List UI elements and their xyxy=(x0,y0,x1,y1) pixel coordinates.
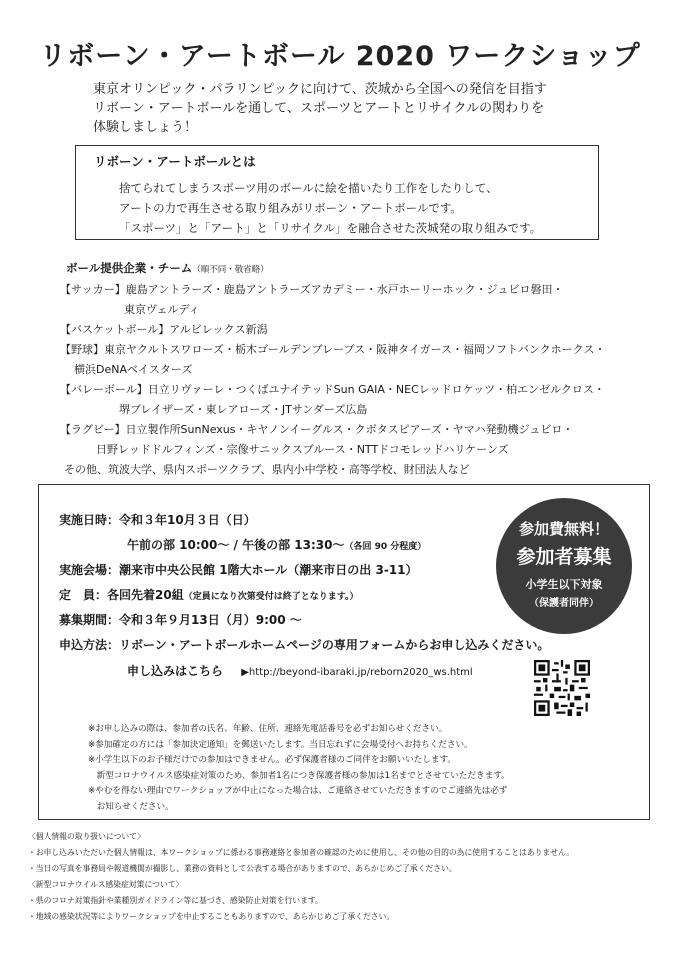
footer-line: ・地域の感染状況等によりワークショップを中止することもありますので、あらかじめご了承ください。 xyxy=(28,912,395,921)
sponsor-line: 日野レッドドルフィンズ・宗像サニックスブルース・NTTドコモレッドハリケーンズ xyxy=(96,443,509,456)
event-venue xyxy=(59,561,418,578)
sponsor-heading-note: （順不同・敬省略） xyxy=(192,265,269,275)
event-method xyxy=(59,636,549,653)
sponsor-line: 横浜DeNAベイスターズ xyxy=(74,363,193,376)
capacity-label: 定 員： xyxy=(59,588,108,602)
time-value: 午前の部 10:00〜 / 午後の部 13:30〜 xyxy=(127,538,345,552)
note-line: ※お申し込みの際は、参加者の氏名、年齢、住所、連絡先電話番号を必ずお知らせください。 xyxy=(88,724,448,734)
event-notes xyxy=(88,722,510,815)
footer-notes xyxy=(28,829,574,925)
venue-label: 実施会場： xyxy=(59,563,120,577)
footer-line: 〈個人情報の取り扱いについて〉 xyxy=(28,832,145,841)
footer-line: 〈新型コロナウイルス感染症対策について〉 xyxy=(28,880,184,889)
about-line: アートの力で再生させる取り組みがリボーン・アートボールです。 xyxy=(119,201,462,215)
venue-value: 潮来市中央公民館 1階大ホール（潮来市日の出 3-11） xyxy=(119,563,418,577)
event-time xyxy=(127,536,426,553)
capacity-value: 各回先着20組 xyxy=(107,588,184,602)
about-line: 「スポーツ」と「アート」と「リサイクル」を融合させた茨城発の取り組みです。 xyxy=(119,221,542,235)
note-line: ※小学生以下のお子様だけでの参加はできません。必ず保護者様のご同伴をお願いいたします。 xyxy=(88,755,456,765)
badge-target: 小学生以下対象 xyxy=(525,578,603,591)
method-value: リボーン・アートボールホームページの専用フォームからお申し込みください。 xyxy=(119,638,550,652)
date-label: 実施日時： xyxy=(59,513,120,527)
date-value: 令和３年10月３日（日） xyxy=(119,513,256,527)
about-box xyxy=(75,145,599,240)
about-body xyxy=(119,178,541,238)
intro-text xyxy=(93,80,633,137)
intro-line: 東京オリンピック・パラリンピックに向けて、茨城から全国への発信を目指す xyxy=(93,82,547,97)
about-line: 捨てられてしまうスポーツ用のボールに絵を描いたり工作をしたりして、 xyxy=(119,181,498,195)
sponsor-heading-text: ボール提供企業・チーム xyxy=(66,261,193,275)
period-label: 募集期間： xyxy=(59,613,120,627)
note-line: お知らせください。 xyxy=(88,801,174,812)
event-capacity xyxy=(59,586,359,603)
sponsor-list xyxy=(60,256,646,480)
sponsor-heading xyxy=(66,256,646,280)
sponsor-line: 【バレーボール】日立リヴァーレ・つくばユナイテッドSun GAIA・NECレッドロケッツ・柏エンゼルクロス・ xyxy=(60,383,605,396)
event-period xyxy=(59,611,302,628)
qr-code[interactable] xyxy=(534,660,590,716)
sponsor-line: 東京ヴェルディ xyxy=(124,303,200,316)
badge-free: 参加費無料！ xyxy=(518,520,609,538)
sponsor-line: 【バスケットボール】アルビレックス新潟 xyxy=(60,323,268,336)
capacity-note: （定員になり次第受付は終了となります。） xyxy=(183,592,359,602)
participation-badge xyxy=(496,498,632,634)
note-line: ※参加確定の方には「参加決定通知」を郵送いたします。当日忘れずに会場受付へお持ちください。 xyxy=(88,739,473,750)
note-line: ※やむを得ない理由でワークショップが中止になった場合は、ご連絡させていただきますのでご連絡先は必ず xyxy=(88,786,508,796)
footer-line: ・当日の写真を事務局や報道機関が撮影し、業務の資料として公表する場合がありますので、あらかじめご了承ください。 xyxy=(28,864,457,873)
about-heading: リボーン・アートボールとは xyxy=(94,154,256,169)
footer-line: ・県のコロナ対策指針や業種別ガイドライン等に基づき、感染防止対策を行います。 xyxy=(28,896,323,905)
method-label: 申込方法： xyxy=(59,638,120,652)
event-date xyxy=(59,511,256,528)
badge-recruit: 参加者募集 xyxy=(516,546,612,568)
page-title: リボーン・アートボール 2020 ワークショップ xyxy=(39,41,641,72)
intro-line: 体験しましょう！ xyxy=(93,120,198,135)
intro-line: リボーン・アートボールを通して、スポーツとアートとリサイクルの関わりを xyxy=(93,101,545,116)
footer-line: ・お申し込みいただいた個人情報は、本ワークショップに係わる事務連絡と参加者の確認のために使用し、その他の目的の為に使用することはありません。 xyxy=(28,848,575,857)
apply-link[interactable]: ▶http://beyond-ibaraki.jp/reborn2020_ws.html xyxy=(241,667,473,678)
apply-label: 申し込みはこちら xyxy=(127,664,224,678)
time-note: （各回 90 分程度） xyxy=(344,542,427,552)
sponsor-line: 【ラグビー】日立製作所SunNexus・キヤノンイーグルス・クボタスピアーズ・ヤマハ発動機ジュビロ・ xyxy=(60,423,574,436)
badge-guardian: （保護者同伴） xyxy=(529,598,599,609)
period-value: 令和３年９月13日（月）9:00 〜 xyxy=(119,613,302,627)
note-line: 新型コロナウイルス感染症対策のため、参加者1名につき保護者様の参加は1名までとさせていただきます。 xyxy=(88,770,510,781)
sponsor-line: 【サッカー】鹿島アントラーズ・鹿島アントラーズアカデミー・水戸ホーリーホック・ジュビロ磐田・ xyxy=(60,283,564,296)
apply-row xyxy=(127,662,473,679)
sponsor-line: 【野球】東京ヤクルトスワローズ・栃木ゴールデンブレーブス・阪神タイガース・福岡ソフトバンクホークス・ xyxy=(60,343,606,356)
sponsor-line: その他、筑波大学、県内スポーツクラブ、県内小中学校・高等学校、財団法人など xyxy=(64,463,470,476)
sponsor-line: 堺ブレイザーズ・東レアローズ・JTサンダーズ広島 xyxy=(119,403,368,416)
